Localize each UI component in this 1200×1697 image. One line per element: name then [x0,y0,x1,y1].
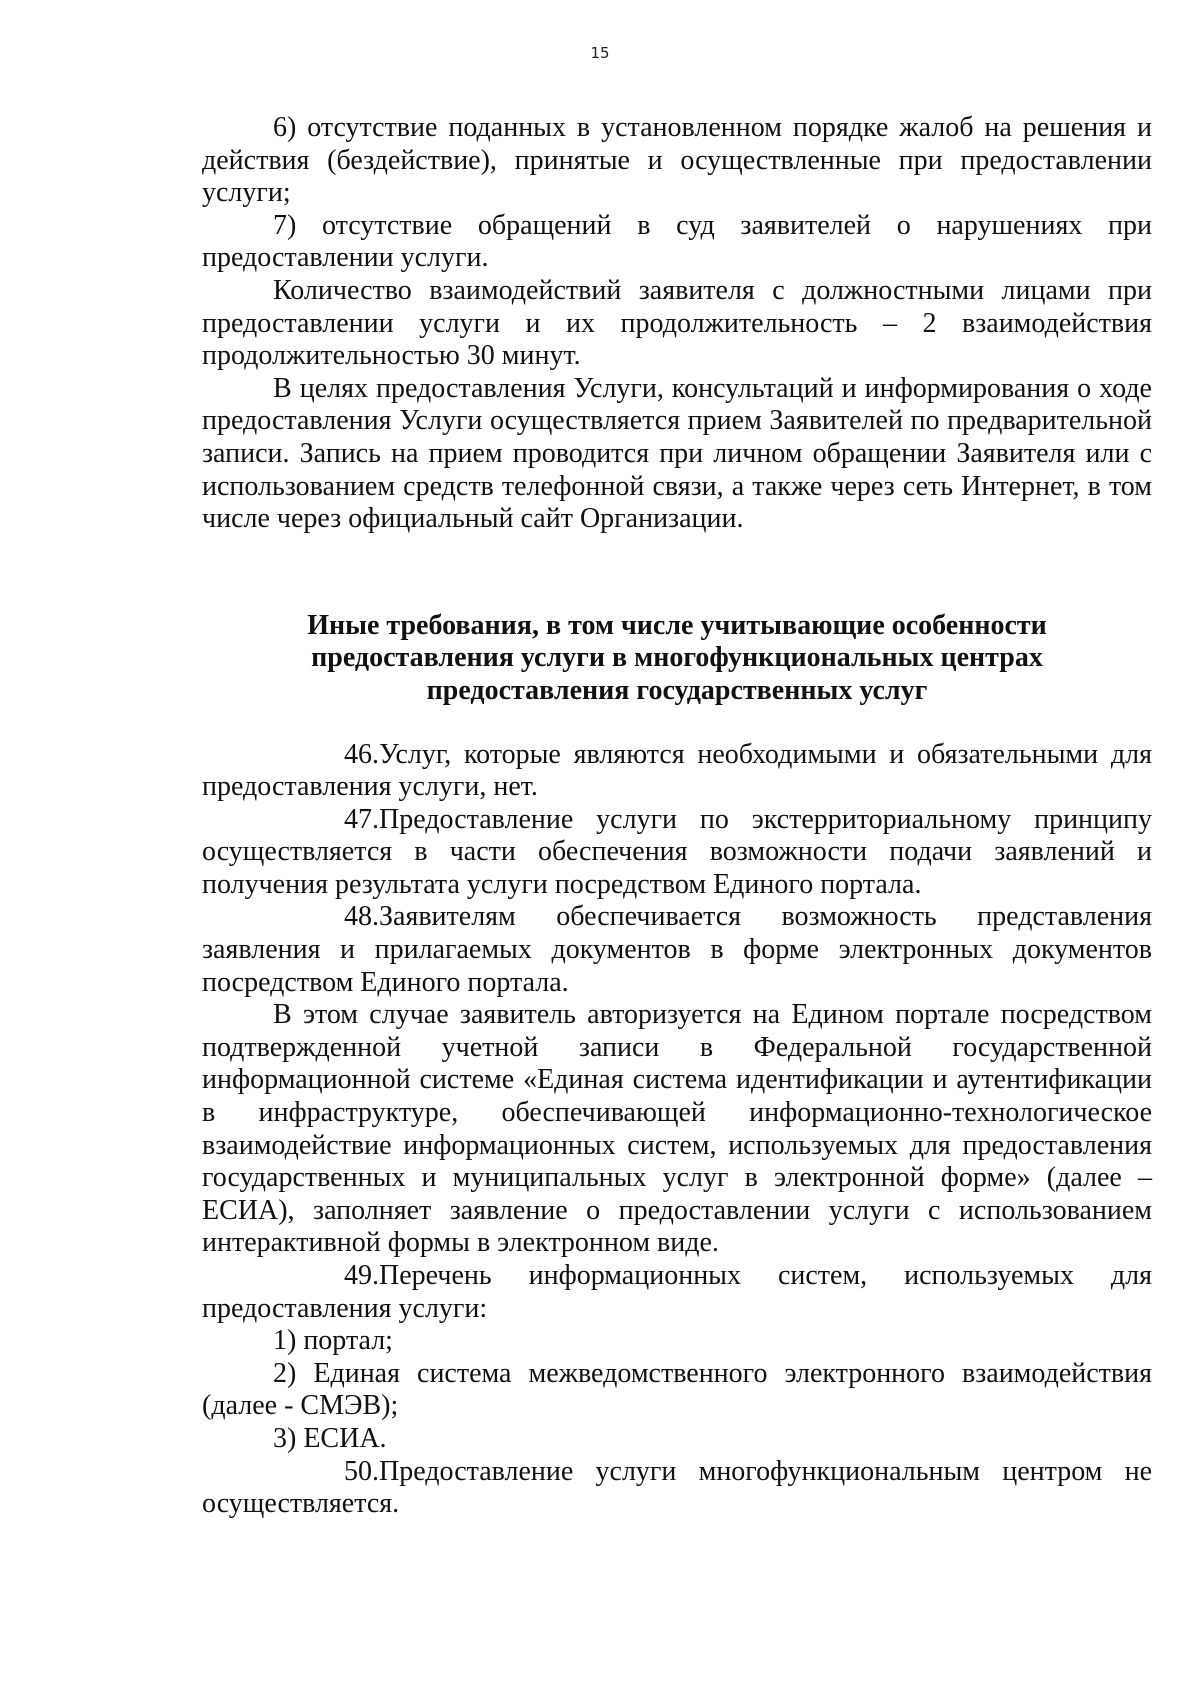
paragraph-number: 49. [344,1260,379,1291]
paragraph-46 [202,739,1152,804]
list-item: 3) ЕСИА. [273,1422,387,1454]
paragraph-48-continuation: В этом случае заявитель авторизуется на Едином портале посредством подтвержденной учетной записи в Федеральной государственной информационной системе «Единая система идентификации и аутентификации в инфраструктуре, обеспечивающей информационно-технологическое взаимодействие информационных систем, используемых для предоставления государственных и муниципальных услуг в электронной форме» (далее – ЕСИА), заполняет заявление о предоставлении услуги с использованием интерактивной формы в электронном виде. [202,999,1152,1259]
paragraph-text: Предоставление услуги многофункциональным центром не осуществляется. [202,1455,1152,1520]
list-item: 2) Единая система межведомственного электронного взаимодействия (далее - СМЭВ); [202,1357,1152,1422]
document-body [202,112,1152,1521]
section-heading-line-1: Иные требования, в том числе учитывающие особенности [307,609,1047,641]
paragraph-text: Предоставление услуги по экстерриториальному принципу осуществляется в части обеспечения возможности подачи заявлений и получения результата услуги посредством Единого портала. [202,803,1152,900]
paragraph-50 [202,1456,1152,1521]
paragraph-49 [202,1260,1152,1325]
paragraph-47 [202,804,1152,902]
paragraph-appointment: В целях предоставления Услуги, консультаций и информирования о ходе предоставления Услуги осуществляется прием Заявителей по предварительной записи. Запись на прием проводится при личном обращении Заявителя или с использованием средств телефонной связи, а также через сеть Интернет, в том числе через официальный сайт Организации. [202,372,1152,535]
paragraph-text: Заявителям обеспечивается возможность представления заявления и прилагаемых документов в форме электронных документов посредством Единого портала. [202,901,1152,998]
paragraph-number: 46. [344,738,379,770]
paragraph-item-6: 6) отсутствие поданных в установленном порядке жалоб на решения и действия (бездействие), принятые и осуществленные при предоставлении услуги; [202,112,1152,209]
list-item: 1) портал; [273,1325,393,1357]
section-heading-line-3: предоставления государственных услуг [426,674,928,706]
paragraph-text: Услуг, которые являются необходимыми и обязательными для предоставления услуги, нет. [202,738,1152,803]
section-heading [202,610,1152,708]
paragraph-number: 50. [344,1455,379,1487]
paragraph-number: 48. [344,901,379,933]
paragraph-number: 47. [344,803,379,835]
paragraph-interactions: Количество взаимодействий заявителя с должностными лицами при предоставлении услуги и их продолжительность – 2 взаимодействия продолжительностью 30 минут. [202,274,1152,372]
section-heading-line-2: предоставления услуги в многофункциональных центрах [311,642,1043,674]
paragraph-item-7: 7) отсутствие обращений в суд заявителей о нарушениях при предоставлении услуги. [202,209,1152,274]
paragraph-text: Перечень информационных систем, используемых для предоставления услуги: [202,1260,1152,1324]
paragraph-48 [202,901,1152,999]
page-number: 15 [590,44,610,62]
